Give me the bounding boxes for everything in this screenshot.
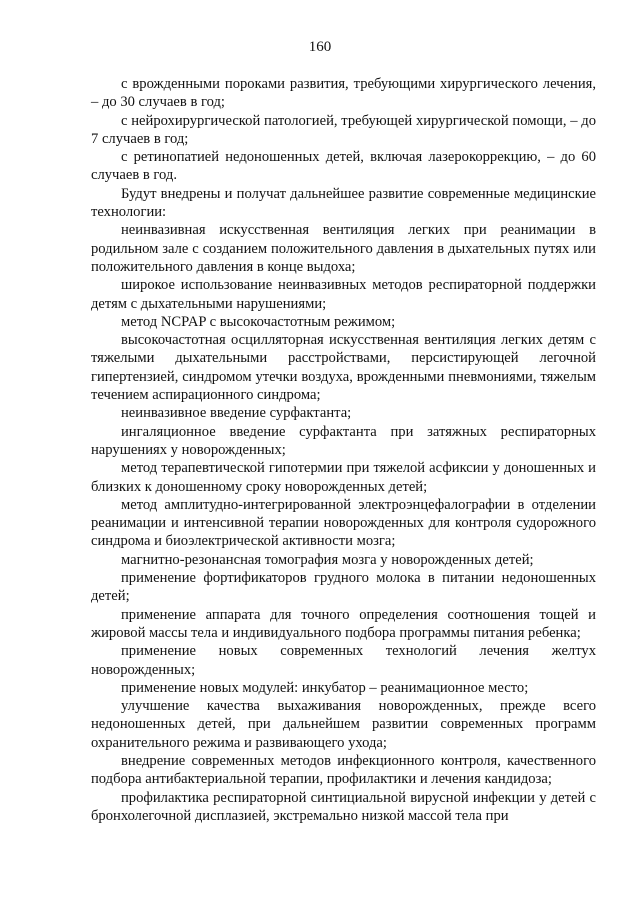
paragraph: применение новых современных технологий лечения желтух новорожденных;	[91, 643, 596, 678]
page-number: 160	[308, 39, 332, 55]
paragraph: метод терапевтической гипотермии при тяжелой асфиксии у доношенных и близких к доношенному сроку новорожденных детей;	[91, 460, 596, 495]
document-body	[91, 75, 596, 825]
paragraph: магнитно-резонансная томография мозга у новорожденных детей;	[121, 551, 534, 568]
paragraph: с ретинопатией недоношенных детей, включая лазерокоррекцию, – до 60 случаев в год.	[91, 149, 596, 184]
paragraph: широкое использование неинвазивных методов респираторной поддержки детям с дыхательными нарушениями;	[91, 277, 596, 312]
paragraph: профилактика респираторной синтициальной вирусной инфекции у детей с бронхолегочной дисплазией, экстремально низкой массой тела при	[91, 789, 596, 824]
paragraph: метод NCPAP с высокочастотным режимом;	[121, 313, 396, 330]
paragraph: Будут внедрены и получат дальнейшее развитие современные медицинские технологии:	[91, 185, 596, 221]
paragraph: применение новых модулей: инкубатор – реанимационное место;	[121, 679, 529, 696]
paragraph: применение аппарата для точного определения соотношения тощей и жировой массы тела и индивидуального подбора программы питания ребенка;	[91, 606, 596, 641]
paragraph: с врожденными пороками развития, требующими хирургического лечения, – до 30 случаев в год;	[91, 76, 596, 111]
paragraph: высокочастотная осцилляторная искусственная вентиляция легких детям с тяжелыми дыхательными расстройствами, персистирующей легочной гипертензией, синдромом утечки воздуха, врожденными пневмониями, тяжелым течением аспирационного синдрома;	[91, 332, 596, 404]
paragraph: неинвазивное введение сурфактанта;	[121, 405, 352, 422]
paragraph: с нейрохирургической патологией, требующей хирургической помощи, – до 7 случаев в год;	[91, 112, 596, 147]
paragraph: улучшение качества выхаживания новорожденных, прежде всего недоношенных детей, при дальнейшем развитии современных программ охранительного режима и развивающего ухода;	[91, 698, 596, 751]
paragraph: ингаляционное введение сурфактанта при затяжных респираторных нарушениях у новорожденных;	[91, 423, 596, 458]
paragraph: метод амплитудно-интегрированной электроэнцефалографии в отделении реанимации и интенсивной терапии новорожденных для контроля судорожного синдрома и биоэлектрической активности мозга;	[91, 496, 596, 550]
paragraph: неинвазивная искусственная вентиляция легких при реанимации в родильном зале с созданием положительного давления в дыхательных путях или положительного давления в конце выдоха;	[91, 222, 596, 275]
paragraph: внедрение современных методов инфекционного контроля, качественного подбора антибактериальной терапии, профилактики и лечения кандидоза;	[91, 752, 596, 788]
paragraph: применение фортификаторов грудного молока в питании недоношенных детей;	[91, 570, 596, 605]
